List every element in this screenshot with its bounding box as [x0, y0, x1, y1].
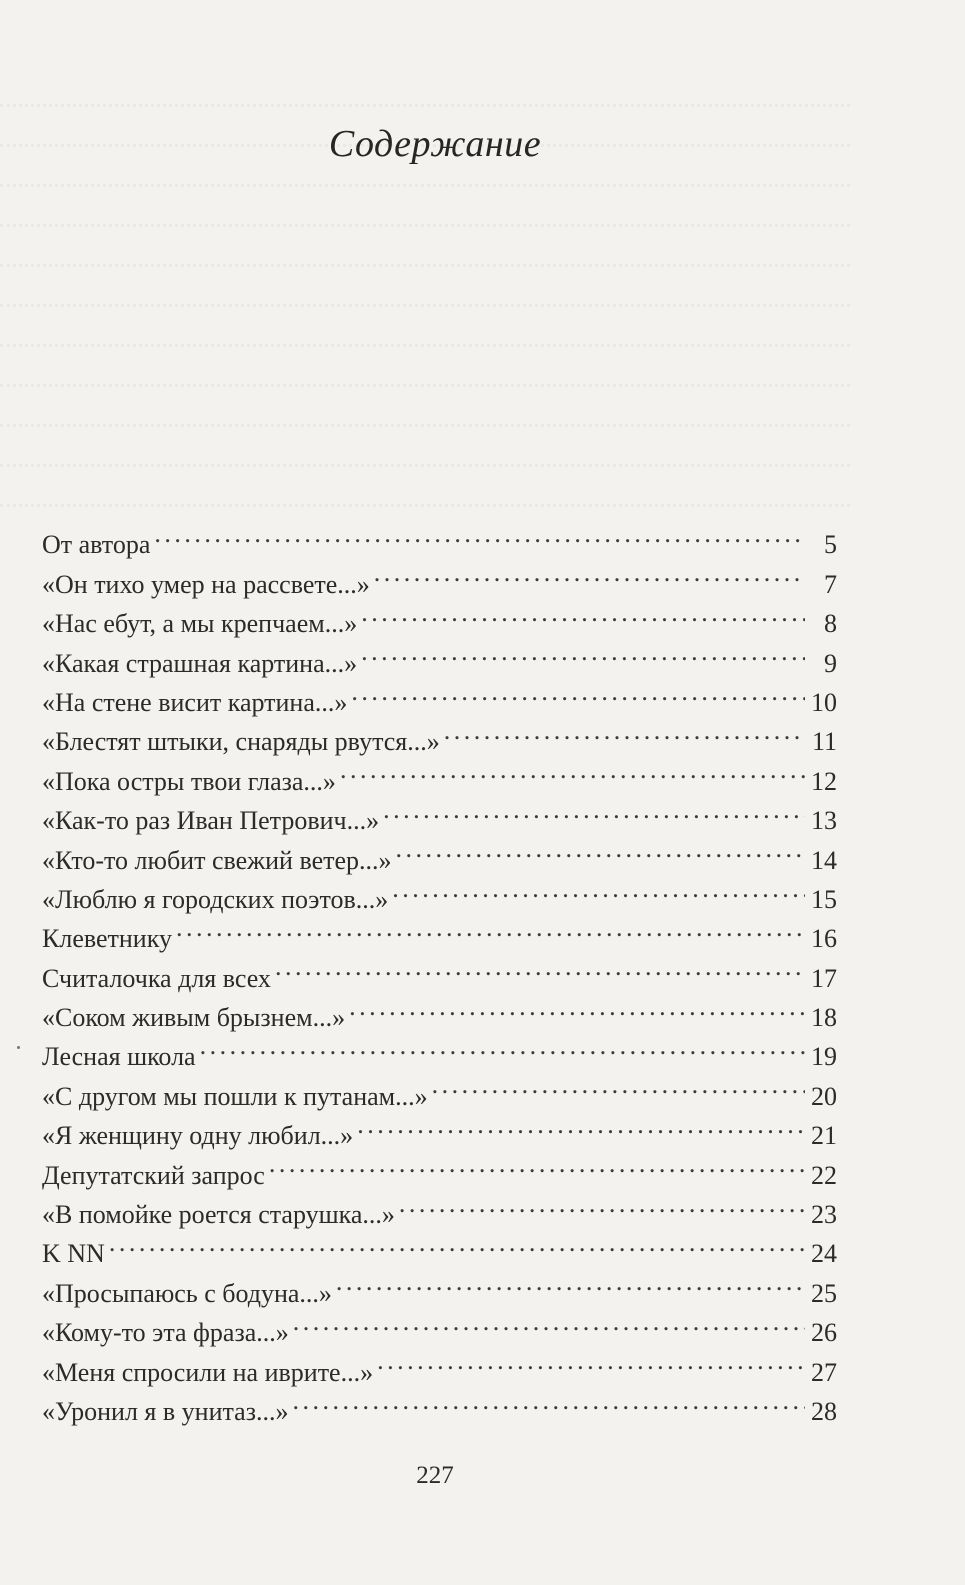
toc-entry-title: «Какая страшная картина...»	[42, 648, 358, 678]
toc-entry[interactable]	[42, 1262, 837, 1308]
toc-entry-title: «Он тихо умер на рассвете...»	[42, 569, 370, 599]
dot-leader	[396, 829, 805, 868]
bleed-line	[0, 490, 850, 507]
dot-leader	[154, 514, 805, 553]
toc-entry-page: 7	[824, 569, 837, 599]
toc-entry-page: 8	[824, 609, 837, 639]
toc-entry-page: 24	[811, 1239, 837, 1269]
dot-leader	[109, 1223, 805, 1262]
toc-entry-title: Депутатский запрос	[42, 1160, 265, 1190]
toc-entry-title: K NN	[42, 1239, 105, 1269]
toc-entry-page: 28	[811, 1396, 837, 1426]
bleed-line	[0, 210, 850, 227]
dot-leader	[399, 1184, 805, 1223]
dot-leader	[340, 750, 805, 789]
toc-entry-title: От автора	[42, 530, 151, 560]
toc-entry-page: 27	[811, 1357, 837, 1387]
dot-leader	[361, 632, 805, 671]
bleed-line	[0, 250, 850, 267]
bleed-line	[0, 330, 850, 347]
toc-entry-title: Лесная школа	[42, 1042, 196, 1072]
bleed-line	[0, 450, 850, 467]
toc-entry-title: «Нас ебут, а мы крепчаем...»	[42, 609, 358, 639]
toc-entry-title: «Кому-то эта фраза...»	[42, 1318, 289, 1348]
toc-entry-title: «Блестят штыки, снаряды рвутся...»	[42, 727, 440, 757]
dot-leader	[377, 1341, 805, 1380]
toc-entry-title: «Просыпаюсь с бодуна...»	[42, 1278, 332, 1308]
toc-entry-page: 16	[811, 924, 837, 954]
bleed-line	[0, 170, 850, 187]
dot-leader	[374, 553, 805, 592]
toc-entry-page: 12	[811, 766, 837, 796]
bleed-line	[0, 410, 850, 427]
toc-entry-title: «Пока остры твои глаза...»	[42, 766, 336, 796]
toc-entry-page: 21	[811, 1121, 837, 1151]
page-number: 227	[416, 1462, 454, 1489]
toc-entry-title: «В помойке роется старушка...»	[42, 1200, 395, 1230]
dot-leader	[392, 869, 805, 908]
dot-leader	[336, 1262, 805, 1301]
dot-leader	[200, 1026, 805, 1065]
toc-entry-title: Считалочка для всех	[42, 963, 271, 993]
toc-entry-title: Клеветнику	[42, 924, 172, 954]
dot-leader	[349, 987, 805, 1026]
toc-entry[interactable]	[42, 514, 837, 560]
dot-leader	[351, 672, 805, 711]
toc-entry-title: «На стене висит картина...»	[42, 687, 348, 717]
dot-leader	[269, 1144, 805, 1183]
toc-entry-page: 23	[811, 1200, 837, 1230]
toc-entry-page: 11	[811, 727, 837, 757]
bleed-line	[0, 90, 850, 107]
paper-speck	[17, 1046, 20, 1049]
dot-leader	[444, 711, 805, 750]
toc-entry-title: «С другом мы пошли к путанам...»	[42, 1081, 428, 1111]
toc-entry-page: 14	[811, 845, 837, 875]
toc-entry-page: 17	[811, 963, 837, 993]
toc-entry-page: 13	[811, 806, 837, 836]
toc-entry-title: «Я женщину одну любил...»	[42, 1121, 354, 1151]
toc-entry-page: 20	[811, 1081, 837, 1111]
dot-leader	[176, 908, 805, 947]
toc-entry-page: 19	[811, 1042, 837, 1072]
toc-entry-page: 22	[811, 1160, 837, 1190]
bleed-line	[0, 370, 850, 387]
toc-entry-page: 25	[811, 1278, 837, 1308]
table-of-contents	[42, 514, 837, 1426]
dot-leader	[432, 1065, 805, 1104]
dot-leader	[361, 593, 805, 632]
bleed-line	[0, 290, 850, 307]
toc-entry-title: «Кто-то любит свежий ветер...»	[42, 845, 392, 875]
toc-entry-page: 5	[824, 530, 837, 560]
toc-entry-page: 9	[824, 648, 837, 678]
toc-entry-page: 10	[811, 687, 837, 717]
toc-entry-title: «Соком живым брызнем...»	[42, 1003, 346, 1033]
dot-leader	[293, 1302, 805, 1341]
toc-entry-title: «Уронил я в унитаз...»	[42, 1396, 289, 1426]
dot-leader	[357, 1105, 805, 1144]
toc-entry-title: «Меня спросили на иврите...»	[42, 1357, 374, 1387]
toc-entry-title: «Как-то раз Иван Петрович...»	[42, 806, 380, 836]
contents-heading: Содержание	[328, 123, 542, 165]
toc-entry[interactable]	[42, 1223, 837, 1269]
dot-leader	[383, 790, 805, 829]
toc-entry-page: 26	[811, 1318, 837, 1348]
toc-entry-page: 15	[811, 884, 837, 914]
dot-leader	[292, 1381, 805, 1420]
toc-entry-title: «Люблю я городских поэтов...»	[42, 884, 389, 914]
dot-leader	[275, 947, 805, 986]
toc-entry-page: 18	[811, 1003, 837, 1033]
toc-entry[interactable]	[42, 553, 837, 599]
